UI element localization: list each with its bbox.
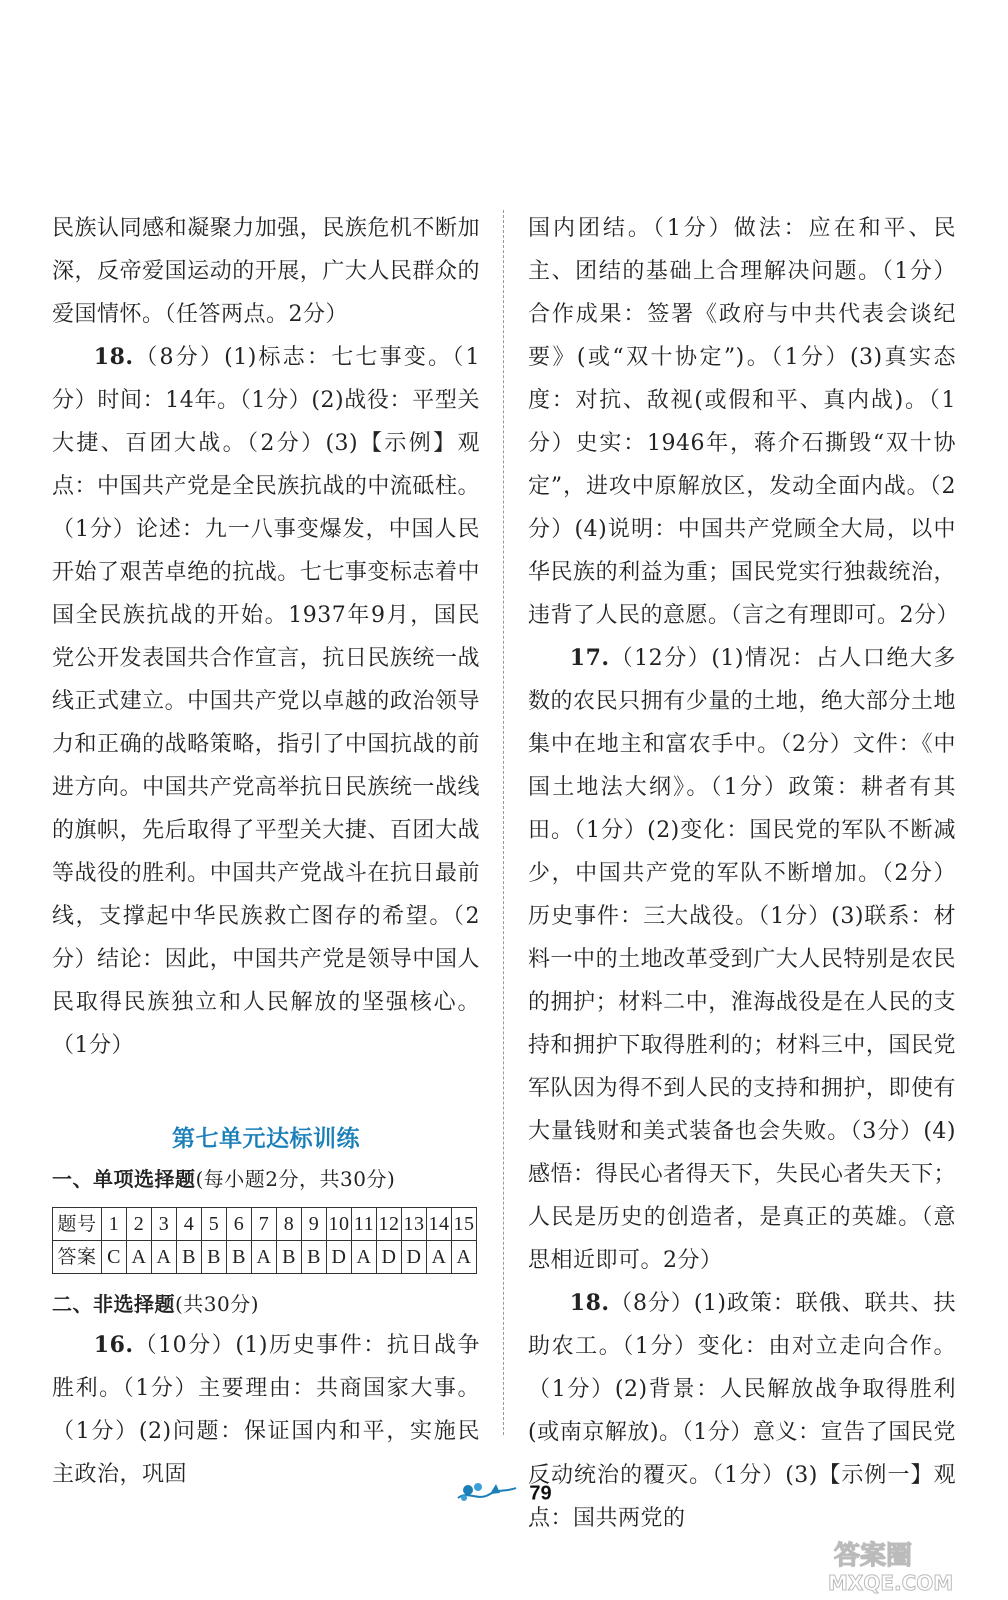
q17-answer-text: （12分）(1)情况：占人口绝大多数的农民只拥有少量的土地，绝大部分土地集中在地主和富农手中。（2分）文件：《中国土地法大纲》。（1分）政策：耕者有其田。（1分）(2)变化：国民党的军队不断减少，中国共产党的军队不断增加。（2分）历史事件：三大战役。（1分）(3)联系：材料一中的土地改革受到广大人民特别是农民的拥护；材料二中，淮海战役是在人民的支持和拥护下取得胜利的；材料三中，国民党军队因为得不到人民的支持和拥护，即使有大量钱财和美式装备也会失败。（3分）(4)感悟：得民心者得天下，失民心者失天下；人民是历史的创造者，是真正的英雄。（意思相近即可。2分） <box>528 646 956 1273</box>
right-q17 <box>528 637 956 1282</box>
question-number-cell: 9 <box>302 1208 327 1241</box>
answer-cell: B <box>302 1241 327 1274</box>
answer-cell: A <box>152 1241 177 1274</box>
answer-cell: B <box>277 1241 302 1274</box>
page-footer <box>0 1478 1008 1510</box>
left-q16 <box>52 1324 480 1496</box>
question-number-cell: 6 <box>227 1208 252 1241</box>
question-number-cell: 14 <box>427 1208 452 1241</box>
answer-cell: D <box>377 1241 402 1274</box>
answer-cell: B <box>202 1241 227 1274</box>
question-number-cell: 2 <box>127 1208 152 1241</box>
left-para-1: 民族认同感和凝聚力加强，民族危机不断加深，反帝爱国运动的开展，广大人民群众的爱国情怀。（任答两点。2分） <box>52 216 480 327</box>
row-label-answer: 答案 <box>53 1241 102 1274</box>
flower-bird-icon <box>456 1478 518 1510</box>
question-number-cell: 5 <box>202 1208 227 1241</box>
answer-table-row-numbers <box>53 1208 477 1241</box>
svg-text:答案圈: 答案圈 <box>834 1541 913 1571</box>
answer-cell: D <box>402 1241 427 1274</box>
answer-cell: A <box>252 1241 277 1274</box>
svg-text:MXQE.COM: MXQE.COM <box>828 1571 954 1595</box>
question-number-cell: 12 <box>377 1208 402 1241</box>
q18b-number: 18. <box>569 1290 610 1316</box>
answer-cell: C <box>102 1241 127 1274</box>
section1-note: (每小题2分，共30分) <box>195 1167 396 1191</box>
right-para-1: 国内团结。（1分）做法：应在和平、民主、团结的基础上合理解决问题。（1分）合作成果：签署《政府与中共代表会谈纪要》(或“双十协定”)。（1分）(3)真实态度：对抗、敌视(或假和平、真内战)。（1分）史实：1946年，蒋介石撕毁“双十协定”，进攻中原解放区，发动全面内战。（2分）(4)说明：中国共产党顾全大局，以中华民族的利益为重；国民党实行独裁统治，违背了人民的意愿。（言之有理即可。2分） <box>528 216 959 628</box>
question-number-cell: 13 <box>402 1208 427 1241</box>
q16-answer-text: （10分）(1)历史事件：抗日战争胜利。（1分）主要理由：共商国家大事。（1分）(2)问题：保证国内和平，实施民主政治，巩固 <box>52 1333 480 1487</box>
question-number-cell: 11 <box>352 1208 377 1241</box>
q18-number: 18. <box>93 344 134 370</box>
answer-cell: A <box>127 1241 152 1274</box>
answer-cell: A <box>427 1241 452 1274</box>
answer-table <box>52 1207 477 1274</box>
answer-cell: D <box>327 1241 352 1274</box>
question-number-cell: 1 <box>102 1208 127 1241</box>
watermark-logo <box>824 1536 994 1600</box>
section2-note: (共30分) <box>175 1292 260 1316</box>
answer-cell: A <box>352 1241 377 1274</box>
left-q18 <box>52 336 480 1067</box>
column-divider <box>503 210 504 1435</box>
answer-cell: B <box>177 1241 202 1274</box>
left-column <box>52 207 480 1496</box>
q18b-answer-text: （8分）(1)政策：联俄、联共、扶助农工。（1分）变化：由对立走向合作。（1分）(2)背景：人民解放战争取得胜利(或南京解放)。（1分）意义：宣告了国民党反动统治的覆灭。（1分）(3)【示例一】观点：国共两党的 <box>528 1291 956 1531</box>
section1-heading <box>52 1159 480 1199</box>
q17-number: 17. <box>569 645 610 671</box>
answer-cell: B <box>227 1241 252 1274</box>
question-number-cell: 15 <box>452 1208 477 1241</box>
question-number-cell: 10 <box>327 1208 352 1241</box>
right-column <box>528 207 959 1540</box>
section1-title: 一、单项选择题 <box>52 1167 196 1191</box>
answer-cell: A <box>452 1241 477 1274</box>
section2-heading <box>52 1284 480 1324</box>
question-number-cell: 4 <box>177 1208 202 1241</box>
question-number-cell: 7 <box>252 1208 277 1241</box>
unit-title: 第七单元达标训练 <box>172 1126 360 1152</box>
row-label-question-number: 题号 <box>53 1208 102 1241</box>
question-number-cell: 3 <box>152 1208 177 1241</box>
section2-title: 二、非选择题 <box>52 1292 175 1316</box>
question-number-cell: 8 <box>277 1208 302 1241</box>
q18-answer-text: （8分）(1)标志：七七事变。（1分）时间：14年。（1分）(2)战役：平型关大捷、百团大战。（2分）(3)【示例】观点：中国共产党是全民族抗战的中流砥柱。（1分）论述：九一八事变爆发，中国人民开始了艰苦卓绝的抗战。七七事变标志着中国全民族抗战的开始。1937年9月，国民党公开发表国共合作宣言，抗日民族统一战线正式建立。中国共产党以卓越的政治领导力和正确的战略策略，指引了中国抗战的前进方向。中国共产党高举抗日民族统一战线的旗帜，先后取得了平型关大捷、百团大战等战役的胜利。中国共产党战斗在抗日最前线，支撑起中华民族救亡图存的希望。（2分）结论：因此，中国共产党是领导中国人民取得民族独立和人民解放的坚强核心。（1分） <box>52 345 480 1058</box>
answer-table-row-answers <box>53 1241 477 1274</box>
q16-number: 16. <box>93 1332 134 1358</box>
page-number: 79 <box>529 1482 552 1505</box>
